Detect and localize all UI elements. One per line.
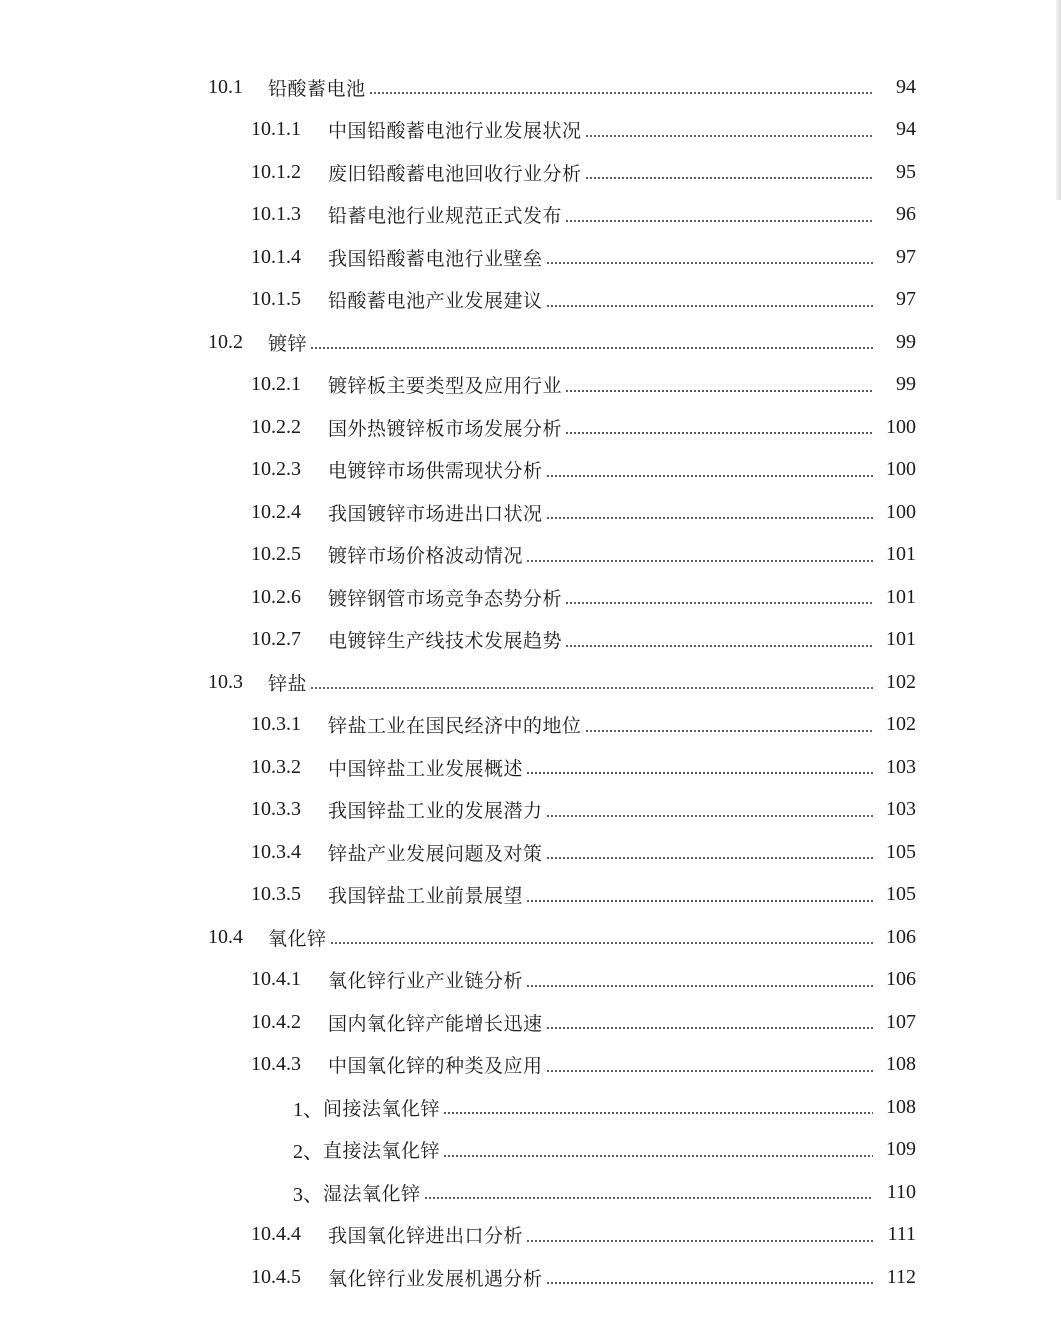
toc-entry-number: 10.2.1 (251, 373, 301, 396)
toc-entry-number: 10.4.3 (251, 1053, 301, 1076)
toc-entry-page-number: 96 (896, 203, 916, 226)
toc-entry-number: 10.3.1 (251, 713, 301, 736)
toc-entry-page-number: 94 (896, 75, 916, 98)
toc-entry-number: 10.2.5 (251, 543, 301, 566)
toc-entry-title: 铅酸蓄电池产业发展建议 (328, 290, 543, 313)
toc-dot-leader (526, 898, 873, 904)
table-of-contents (0, 66, 1061, 1299)
toc-entry[interactable] (0, 236, 1061, 279)
toc-entry-page-number: 105 (886, 840, 916, 863)
toc-entry-title: 我国氧化锌进出口分析 (328, 1225, 524, 1248)
toc-entry[interactable] (0, 1171, 1061, 1214)
toc-entry-page-number: 105 (886, 883, 916, 906)
toc-entry[interactable] (0, 109, 1061, 152)
toc-entry-number: 3、 (293, 1183, 323, 1206)
toc-entry-number: 10.3 (208, 670, 243, 693)
toc-entry-title: 中国氧化锌的种类及应用 (328, 1055, 543, 1078)
toc-entry[interactable] (0, 491, 1061, 534)
toc-entry-title: 我国锌盐工业前景展望 (328, 885, 524, 908)
toc-dot-leader (330, 940, 873, 946)
toc-entry[interactable] (0, 66, 1061, 109)
toc-entry-page-number: 107 (886, 1010, 916, 1033)
toc-entry-page-number: 97 (896, 245, 916, 268)
toc-entry-page-number: 111 (887, 1223, 916, 1246)
toc-entry-number: 10.3.4 (251, 840, 301, 863)
toc-entry-page-number: 101 (886, 585, 916, 608)
toc-entry-page-number: 106 (886, 925, 916, 948)
toc-dot-leader (546, 1280, 873, 1286)
toc-entry-page-number: 112 (886, 1265, 916, 1288)
toc-dot-leader (424, 1195, 873, 1201)
toc-entry[interactable] (0, 1086, 1061, 1129)
toc-entry-number: 10.4 (208, 925, 243, 948)
toc-entry-page-number: 100 (886, 415, 916, 438)
toc-entry-page-number: 94 (896, 118, 916, 141)
toc-entry[interactable] (0, 789, 1061, 832)
toc-entry-title: 锌盐产业发展问题及对策 (328, 842, 543, 865)
toc-entry[interactable] (0, 406, 1061, 449)
toc-entry-number: 10.1.1 (251, 118, 301, 141)
toc-entry-number: 10.1.2 (251, 160, 301, 183)
toc-entry-page-number: 97 (896, 288, 916, 311)
toc-entry-number: 10.2.4 (251, 500, 301, 523)
toc-entry-number: 10.3.3 (251, 798, 301, 821)
toc-entry-number: 10.1.3 (251, 203, 301, 226)
toc-entry[interactable] (0, 661, 1061, 704)
toc-entry-title: 氧化锌行业产业链分析 (328, 970, 524, 993)
toc-entry-title: 我国锌盐工业的发展潜力 (328, 800, 543, 823)
toc-dot-leader (585, 133, 873, 139)
toc-entry[interactable] (0, 831, 1061, 874)
toc-entry[interactable] (0, 1001, 1061, 1044)
toc-dot-leader (526, 558, 873, 564)
toc-entry[interactable] (0, 619, 1061, 662)
toc-entry-title: 直接法氧化锌 (323, 1140, 441, 1163)
toc-dot-leader (546, 855, 873, 861)
toc-entry[interactable] (0, 746, 1061, 789)
toc-entry[interactable] (0, 1256, 1061, 1299)
toc-entry-page-number: 108 (886, 1053, 916, 1076)
toc-entry-title: 湿法氧化锌 (323, 1182, 421, 1205)
toc-dot-leader (585, 175, 873, 181)
toc-entry[interactable] (0, 874, 1061, 917)
toc-entry-number: 2、 (293, 1141, 323, 1164)
toc-dot-leader (546, 473, 873, 479)
toc-entry-page-number: 100 (886, 458, 916, 481)
toc-entry-page-number: 106 (886, 968, 916, 991)
toc-entry-page-number: 101 (886, 628, 916, 651)
toc-entry-number: 10.4.2 (251, 1010, 301, 1033)
toc-entry[interactable] (0, 704, 1061, 747)
toc-entry-page-number: 99 (896, 330, 916, 353)
toc-entry-page-number: 110 (886, 1180, 916, 1203)
toc-entry-page-number: 99 (896, 373, 916, 396)
toc-entry-title: 我国铅酸蓄电池行业壁垒 (328, 247, 543, 270)
toc-entry[interactable] (0, 1129, 1061, 1172)
toc-dot-leader (526, 770, 873, 776)
toc-dot-leader (565, 388, 873, 394)
toc-entry-title: 中国铅酸蓄电池行业发展状况 (328, 120, 582, 143)
toc-entry[interactable] (0, 151, 1061, 194)
toc-entry-number: 10.3.2 (251, 755, 301, 778)
toc-entry-title: 废旧铅酸蓄电池回收行业分析 (328, 162, 582, 185)
toc-dot-leader (546, 813, 873, 819)
toc-entry[interactable] (0, 959, 1061, 1002)
toc-entry-title: 镀锌钢管市场竞争态势分析 (328, 587, 563, 610)
toc-dot-leader (565, 643, 873, 649)
toc-entry[interactable] (0, 1214, 1061, 1257)
toc-entry-number: 10.4.5 (251, 1265, 301, 1288)
toc-entry-number: 10.2.3 (251, 458, 301, 481)
toc-dot-leader (443, 1110, 873, 1116)
toc-dot-leader (565, 430, 873, 436)
toc-dot-leader (546, 303, 873, 309)
toc-entry[interactable] (0, 279, 1061, 322)
toc-entry-number: 10.1.5 (251, 288, 301, 311)
toc-entry-number: 10.1 (208, 75, 243, 98)
toc-entry[interactable] (0, 449, 1061, 492)
toc-entry-title: 铅酸蓄电池 (268, 77, 366, 100)
toc-entry-page-number: 102 (886, 713, 916, 736)
toc-entry-title: 镀锌 (268, 332, 308, 355)
toc-entry[interactable] (0, 916, 1061, 959)
toc-entry-title: 电镀锌生产线技术发展趋势 (328, 630, 563, 653)
toc-dot-leader (565, 218, 873, 224)
toc-entry-number: 1、 (293, 1098, 323, 1121)
toc-dot-leader (546, 1068, 873, 1074)
toc-entry-number: 10.3.5 (251, 883, 301, 906)
toc-entry-page-number: 101 (886, 543, 916, 566)
toc-dot-leader (546, 260, 873, 266)
toc-entry-number: 10.2 (208, 330, 243, 353)
toc-entry-page-number: 100 (886, 500, 916, 523)
toc-entry-title: 我国镀锌市场进出口状况 (328, 502, 543, 525)
toc-dot-leader (546, 1025, 873, 1031)
toc-dot-leader (369, 90, 873, 96)
toc-entry-title: 锌盐 (268, 672, 308, 695)
toc-entry-title: 镀锌市场价格波动情况 (328, 545, 524, 568)
toc-entry-title: 镀锌板主要类型及应用行业 (328, 375, 563, 398)
toc-entry-title: 氧化锌 (268, 927, 327, 950)
toc-entry-title: 中国锌盐工业发展概述 (328, 757, 524, 780)
toc-entry-number: 10.4.4 (251, 1223, 301, 1246)
toc-entry-page-number: 109 (886, 1138, 916, 1161)
toc-dot-leader (310, 345, 873, 351)
toc-entry[interactable] (0, 364, 1061, 407)
toc-entry-number: 10.2.2 (251, 415, 301, 438)
toc-dot-leader (585, 728, 873, 734)
toc-entry-title: 锌盐工业在国民经济中的地位 (328, 715, 582, 738)
toc-entry-title: 国外热镀锌板市场发展分析 (328, 417, 563, 440)
toc-entry[interactable] (0, 576, 1061, 619)
toc-entry-page-number: 108 (886, 1095, 916, 1118)
toc-entry[interactable] (0, 321, 1061, 364)
toc-entry-page-number: 103 (886, 755, 916, 778)
toc-entry[interactable] (0, 194, 1061, 237)
toc-entry[interactable] (0, 1044, 1061, 1087)
toc-entry-number: 10.1.4 (251, 245, 301, 268)
toc-entry-title: 电镀锌市场供需现状分析 (328, 460, 543, 483)
toc-entry-page-number: 95 (896, 160, 916, 183)
toc-entry-title: 氧化锌行业发展机遇分析 (328, 1267, 543, 1290)
toc-entry-page-number: 102 (886, 670, 916, 693)
toc-entry-title: 间接法氧化锌 (323, 1097, 441, 1120)
toc-entry-number: 10.4.1 (251, 968, 301, 991)
toc-dot-leader (443, 1153, 873, 1159)
toc-dot-leader (526, 1238, 873, 1244)
toc-entry-number: 10.2.6 (251, 585, 301, 608)
toc-dot-leader (546, 515, 873, 521)
toc-dot-leader (310, 685, 873, 691)
toc-dot-leader (526, 983, 873, 989)
toc-entry[interactable] (0, 534, 1061, 577)
toc-entry-page-number: 103 (886, 798, 916, 821)
toc-dot-leader (565, 600, 873, 606)
toc-entry-title: 国内氧化锌产能增长迅速 (328, 1012, 543, 1035)
toc-entry-title: 铅蓄电池行业规范正式发布 (328, 205, 563, 228)
toc-entry-number: 10.2.7 (251, 628, 301, 651)
